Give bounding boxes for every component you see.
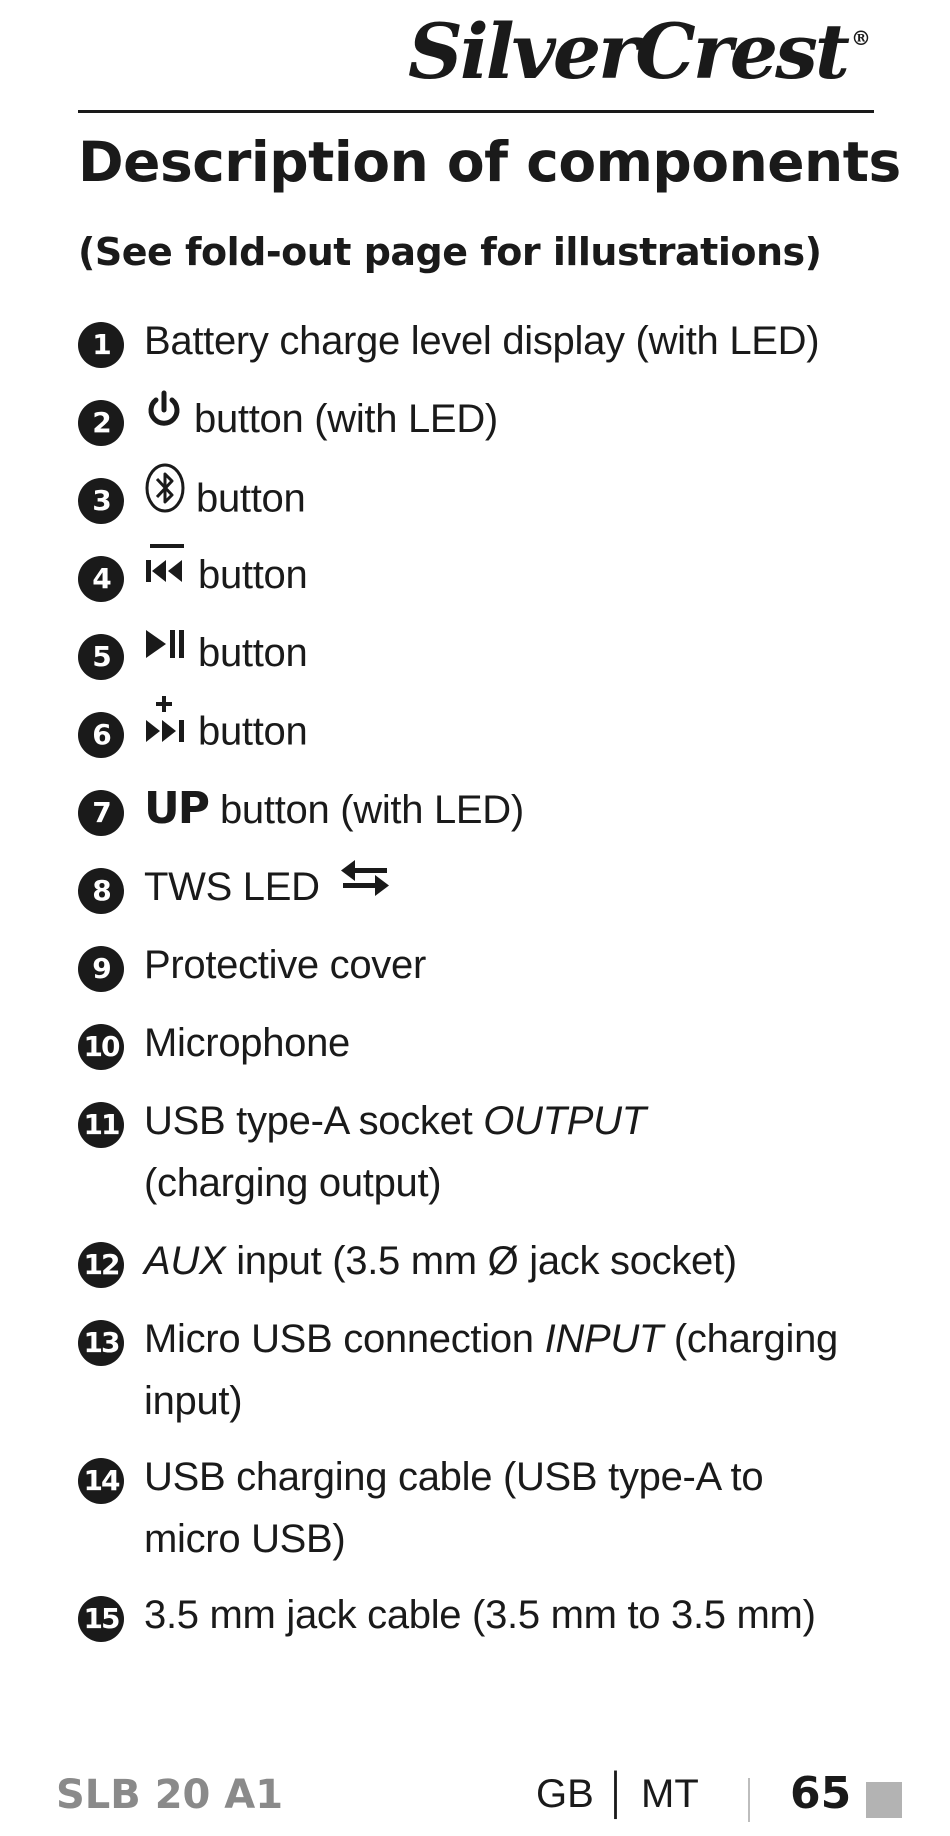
item-text: button	[198, 709, 308, 754]
page-number: 65	[790, 1768, 852, 1819]
item-number: 4	[78, 556, 124, 602]
up-icon: UP	[144, 783, 208, 834]
item-text: Protective cover	[144, 943, 426, 987]
item-number: 2	[78, 400, 124, 446]
item-text: Microphone	[144, 1021, 351, 1065]
item-text: USB type-A socket	[144, 1099, 473, 1143]
item-number: 9	[78, 946, 124, 992]
previous-track-icon	[144, 542, 188, 604]
item-number: 10	[78, 1024, 124, 1070]
item-text: button	[198, 631, 308, 675]
item-number: 14	[78, 1458, 124, 1504]
item-number: 13	[78, 1320, 124, 1366]
bluetooth-icon	[144, 462, 186, 532]
power-icon	[144, 386, 184, 448]
item-number: 6	[78, 712, 124, 758]
item-number: 8	[78, 868, 124, 914]
item-text: 3.5 mm jack cable (3.5 mm to 3.5 mm)	[144, 1593, 816, 1637]
item-text: TWS LED	[144, 865, 320, 909]
tws-arrows-icon	[339, 854, 391, 916]
item-text: button	[198, 553, 308, 597]
brand-logo	[408, 7, 868, 96]
item-text: Battery charge level display (with LED)	[144, 319, 820, 363]
registered-mark: ®	[851, 26, 868, 50]
item-number: 5	[78, 634, 124, 680]
item-text: Micro USB connection	[144, 1317, 534, 1361]
item-text: USB charging cable (USB type-A to	[144, 1455, 764, 1499]
item-italic: OUTPUT	[483, 1099, 646, 1143]
item-number: 11	[78, 1102, 124, 1148]
item-number: 12	[78, 1242, 124, 1288]
item-italic: INPUT	[544, 1317, 664, 1361]
item-text-line2: (charging output)	[144, 1161, 442, 1205]
item-number: 7	[78, 790, 124, 836]
item-text: input (3.5 mm Ø jack socket)	[236, 1239, 737, 1283]
page-subtitle: (See fold-out page for illustrations)	[78, 230, 822, 274]
item-number: 3	[78, 478, 124, 524]
item-text-line2: micro USB)	[144, 1517, 346, 1561]
page-marker-square	[866, 1782, 902, 1818]
item-text-line2: input)	[144, 1379, 243, 1423]
footer-languages: GB │ MT	[536, 1772, 699, 1816]
header-rule	[78, 110, 874, 113]
item-text: button (with LED)	[194, 397, 498, 441]
next-track-volume-up-icon	[144, 696, 188, 764]
item-text-after: (charging	[673, 1317, 838, 1361]
item-text: button (with LED)	[219, 788, 524, 832]
item-number: 1	[78, 322, 124, 368]
brand-text: SilverCrest	[408, 7, 847, 96]
item-number: 15	[78, 1596, 124, 1642]
item-italic: AUX	[144, 1239, 226, 1283]
footer-divider	[748, 1778, 750, 1822]
item-text: button	[196, 476, 306, 521]
play-pause-icon	[144, 620, 188, 682]
page-title: Description of components	[78, 130, 901, 194]
footer-model: SLB 20 A1	[56, 1772, 284, 1818]
